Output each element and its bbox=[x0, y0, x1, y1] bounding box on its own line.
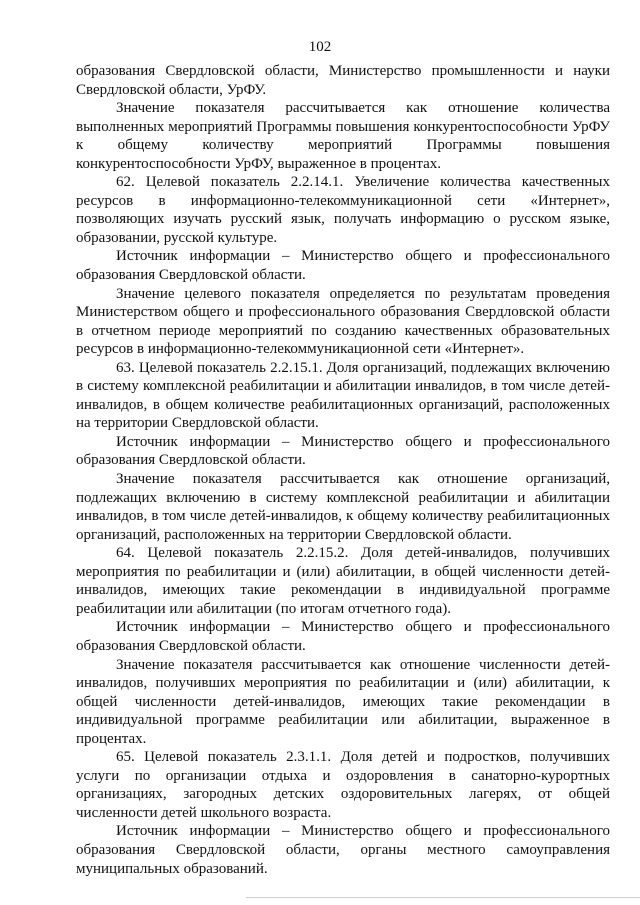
page-number: 102 bbox=[308, 39, 332, 55]
paragraph-source-64: Источник информации – Министерство общего и профессионального образования Свердловской области. bbox=[76, 619, 610, 654]
paragraph-source-63: Источник информации – Министерство общего и профессионального образования Свердловской области. bbox=[76, 433, 610, 469]
paragraph-item-64: 64. Целевой показатель 2.2.15.2. Доля детей-инвалидов, получивших мероприятия по реабилитации и (или) абилитации, в общей численности детей-инвалидов, имеющих такие рекомендации в индивидуальной программе реабилитации или абилитации (по итогам отчетного года). bbox=[76, 545, 610, 617]
paragraph-value-62: Значение целевого показателя определяется по результатам проведения Министерством общего и профессионального образования Свердловской области в отчетном периоде мероприятий по созданию качественных образовательных ресурсов в информационно-телекоммуникационной сети «Интернет». bbox=[76, 285, 610, 358]
paragraph-continuation: образования Свердловской области, Министерство промышленности и науки Свердловской области, УрФУ. bbox=[76, 63, 610, 98]
paragraph-indicator-calculation: Значение показателя рассчитывается как отношение количества выполненных мероприятий Программы повышения конкурентоспособности УрФУ к общему количеству мероприятий Программы повышения конкурентоспособности УрФУ, выраженное в процентах. bbox=[76, 100, 610, 172]
paragraph-source-62: Источник информации – Министерство общего и профессионального образования Свердловской области. bbox=[76, 248, 610, 284]
paragraph-source-65: Источник информации – Министерство общего и профессионального образования Свердловской области, органы местного самоуправления муниципальных образований. bbox=[76, 823, 610, 877]
scan-edge-line bbox=[246, 897, 640, 898]
paragraph-value-63: Значение показателя рассчитывается как отношение организаций, подлежащих включению в систему комплексной реабилитации и абилитации инвалидов, в том числе детей-инвалидов, к общему количеству реабилитационных организаций, расположенных на территории Свердловской области. bbox=[76, 471, 610, 543]
paragraph-item-62: 62. Целевой показатель 2.2.14.1. Увеличение количества качественных ресурсов в информационно-телекоммуникационной сети «Интернет», позволяющих изучать русский язык, получать информацию о русском языке, образовании, русской культуре. bbox=[76, 174, 610, 246]
paragraph-item-65: 65. Целевой показатель 2.3.1.1. Доля детей и подростков, получивших услуги по организации отдыха и оздоровления в санаторно-курортных организациях, загородных детских оздоровительных лагерях, от общей численности детей школьного возраста. bbox=[76, 749, 610, 821]
paragraph-item-63: 63. Целевой показатель 2.2.15.1. Доля организаций, подлежащих включению в систему комплексной реабилитации и абилитации инвалидов, в том числе детей-инвалидов, в общем количестве реабилитационных организаций, расположенных на территории Свердловской области. bbox=[76, 359, 610, 432]
document-body bbox=[76, 62, 610, 878]
paragraph-value-64: Значение показателя рассчитывается как отношение численности детей-инвалидов, получивших мероприятия по реабилитации и (или) абилитации, к общей численности детей-инвалидов, имеющих такие рекомендации в индивидуальной программе реабилитации или абилитации, выраженное в процентах. bbox=[76, 656, 610, 747]
